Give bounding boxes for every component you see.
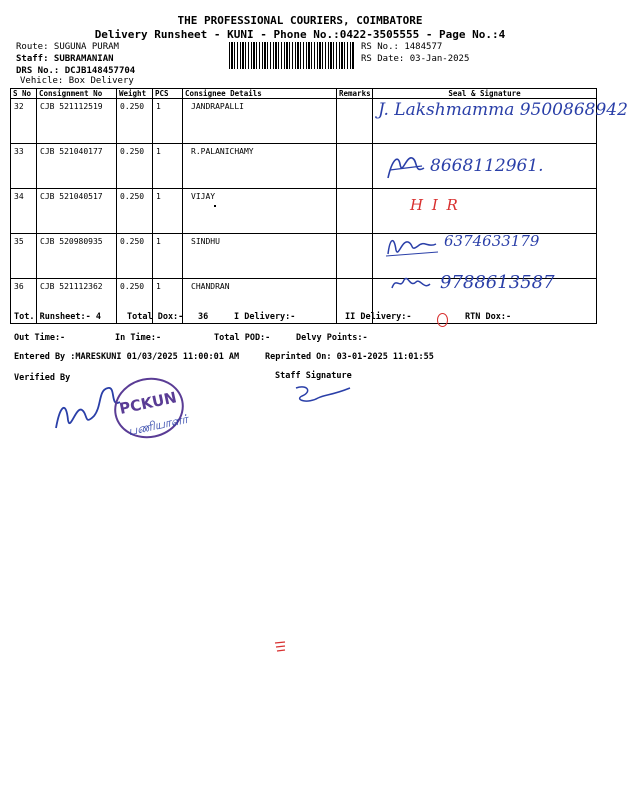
i-delivery-label: I Delivery:-	[234, 312, 296, 322]
col-header-remarks: Remarks	[337, 89, 373, 99]
cell-weight: 0.250	[117, 279, 153, 324]
cell-remarks	[337, 234, 373, 279]
route-label: Route: SUGUNA PURAM	[16, 42, 119, 52]
out-time-label: Out Time:-	[14, 333, 66, 343]
ink-dot	[214, 205, 216, 207]
rs-date: RS Date: 03-Jan-2025	[361, 54, 470, 64]
cell-sno: 36	[11, 279, 37, 324]
rs-number: RS No.: 1484577	[361, 42, 443, 52]
vehicle-label: Vehicle: Box Delivery	[20, 76, 134, 86]
cell-sno: 33	[11, 144, 37, 189]
cell-consignee: VIJAY	[183, 189, 337, 234]
cell-remarks	[337, 99, 373, 144]
cell-weight: 0.250	[117, 99, 153, 144]
cell-pcs: 1	[153, 279, 183, 324]
signature-scribble-35	[384, 230, 440, 260]
handwritten-note-34: H I R	[410, 196, 460, 214]
entered-by: Entered By :MARESKUNI 01/03/2025 11:00:01 AM	[14, 352, 240, 362]
handwritten-phone-36: 9788613587	[440, 272, 555, 293]
stamp-text: PCKUN	[117, 388, 179, 418]
cell-consignment: CJB 521040177	[37, 144, 117, 189]
cell-pcs: 1	[153, 144, 183, 189]
cell-weight: 0.250	[117, 189, 153, 234]
total-dox-value: 36	[198, 312, 209, 322]
handwritten-signature-32: J. Lakshmamma 9500868942	[378, 100, 628, 120]
runsheet-subtitle: Delivery Runsheet - KUNI - Phone No.:0422-3505555 - Page No.:4	[94, 28, 506, 41]
cell-consignee: SINDHU	[183, 234, 337, 279]
cell-consignment: CJB 520980935	[37, 234, 117, 279]
col-header-weight: Weight	[117, 89, 153, 99]
col-header-consignment: Consignment No	[37, 89, 117, 99]
cell-sno: 35	[11, 234, 37, 279]
staff-signature-scribble	[290, 382, 356, 408]
delvy-points-label: Delvy Points:-	[296, 333, 368, 343]
stamp-handwritten-text: பணியாளர்	[126, 411, 190, 439]
red-ink-mark	[437, 313, 448, 327]
total-pod-label: Total POD:-	[214, 333, 271, 343]
handwritten-phone-33: 8668112961.	[430, 156, 544, 176]
cell-consignee: JANDRAPALLI	[183, 99, 337, 144]
cell-weight: 0.250	[117, 144, 153, 189]
rtn-dox-label: RTN Dox:-	[465, 312, 512, 322]
handwritten-phone-35: 6374633179	[444, 232, 540, 250]
signature-scribble-36	[388, 272, 434, 294]
cell-consignment: CJB 521040517	[37, 189, 117, 234]
col-header-sno: S No	[11, 89, 37, 99]
cell-remarks	[337, 189, 373, 234]
cell-sno: 34	[11, 189, 37, 234]
cell-pcs: 1	[153, 99, 183, 144]
cell-pcs: 1	[153, 234, 183, 279]
barcode	[229, 42, 355, 69]
ii-delivery-label: II Delivery:-	[345, 312, 412, 322]
signature-scribble-33	[384, 150, 428, 184]
cell-consignment: CJB 521112519	[37, 99, 117, 144]
reprinted-on: Reprinted On: 03-01-2025 11:01:55	[265, 352, 434, 362]
staff-signature-label: Staff Signature	[275, 371, 352, 381]
table-header-row	[11, 89, 597, 99]
stray-red-mark	[273, 640, 289, 654]
cell-consignee: CHANDRAN	[183, 279, 337, 324]
staff-label: Staff: SUBRAMANIAN	[16, 54, 114, 64]
cell-weight: 0.250	[117, 234, 153, 279]
total-dox-label: Total Dox:-	[127, 312, 184, 322]
tot-runsheet: Tot. Runsheet:- 4	[14, 312, 101, 322]
verified-by-label: Verified By	[14, 373, 71, 383]
company-title: THE PROFESSIONAL COURIERS, COIMBATORE	[177, 14, 423, 27]
col-header-consignee: Consignee Details	[183, 89, 337, 99]
cell-consignment: CJB 521112362	[37, 279, 117, 324]
col-header-pcs: PCS	[153, 89, 183, 99]
col-header-signature: Seal & Signature	[373, 89, 597, 99]
cell-signature	[373, 189, 597, 234]
cell-remarks	[337, 144, 373, 189]
in-time-label: In Time:-	[115, 333, 162, 343]
drs-label: DRS No.: DCJB148457704	[16, 66, 136, 76]
table-row	[11, 189, 597, 234]
cell-pcs: 1	[153, 189, 183, 234]
cell-consignee: R.PALANICHAMY	[183, 144, 337, 189]
cell-sno: 32	[11, 99, 37, 144]
